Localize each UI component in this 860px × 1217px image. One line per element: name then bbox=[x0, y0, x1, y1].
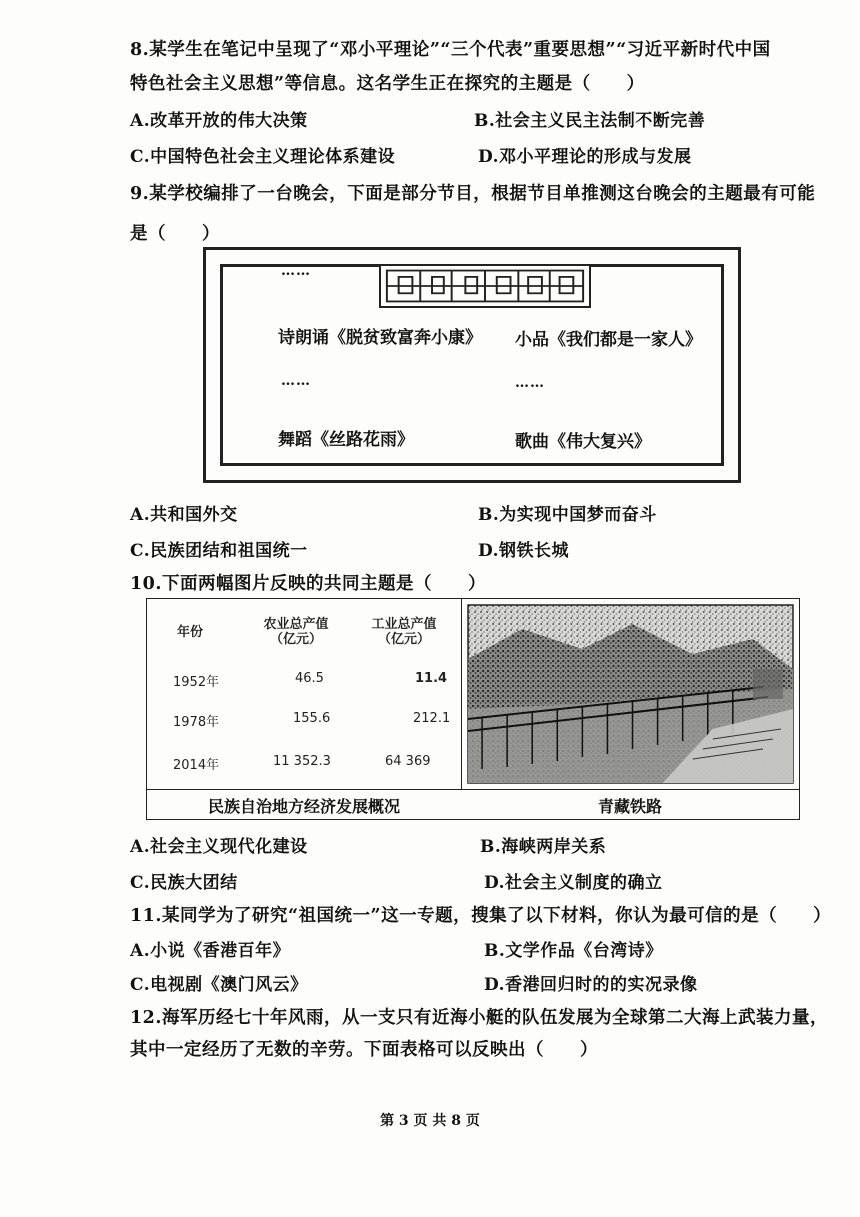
program-dance: 舞蹈《丝路花雨》 bbox=[278, 430, 414, 450]
q10-option-a: A.社会主义现代化建设 bbox=[130, 837, 308, 857]
economy-table bbox=[147, 599, 462, 789]
table-header-industry-line2: （亿元） bbox=[377, 632, 430, 647]
q8-option-b: B.社会主义民主法制不断完善 bbox=[474, 111, 706, 131]
q9-option-a: A.共和国外交 bbox=[130, 505, 238, 525]
table-header-agri bbox=[251, 617, 341, 647]
q9-option-d: D.钢铁长城 bbox=[478, 541, 570, 561]
q9-option-b: B.为实现中国梦而奋斗 bbox=[478, 505, 657, 525]
page-number-footer: 第 3 页 共 8 页 bbox=[380, 1113, 480, 1129]
qinghai-tibet-railway-photo bbox=[462, 599, 799, 789]
q9-stem-line1: 9.某学校编排了一台晚会，下面是部分节目，根据节目单推测这台晚会的主题最有可能 bbox=[130, 184, 816, 204]
q11-option-a: A.小说《香港百年》 bbox=[130, 941, 291, 961]
q10-option-d: D.社会主义制度的确立 bbox=[484, 873, 663, 893]
table-header-agri-line1: 农业总产值 bbox=[263, 617, 329, 632]
table-header-industry-line1: 工业总产值 bbox=[371, 617, 437, 632]
q8-option-c: C.中国特色社会主义理论体系建设 bbox=[130, 147, 396, 167]
q12-stem-line2: 其中一定经历了无数的辛劳。下面表格可以反映出（ ） bbox=[130, 1040, 598, 1060]
q11-option-b: B.文学作品《台湾诗》 bbox=[484, 941, 663, 961]
q10-option-c: C.民族大团结 bbox=[130, 873, 238, 893]
q8-stem-line1: 8.某学生在笔记中呈现了“邓小平理论”“三个代表”重要思想”“习近平新时代中国 bbox=[130, 40, 771, 60]
q10-figure-box bbox=[146, 598, 800, 820]
q9-stem-line2: 是（ ） bbox=[130, 224, 220, 244]
program-ellipsis-left: …… bbox=[281, 373, 311, 389]
program-list-frame bbox=[203, 247, 741, 483]
q11-option-d: D.香港回归时的的实况录像 bbox=[484, 975, 698, 995]
table-cell-industry-1952: 11.4 bbox=[415, 671, 448, 686]
program-song: 歌曲《伟大复兴》 bbox=[515, 432, 651, 452]
program-list-inner-border bbox=[220, 264, 724, 466]
q8-option-d: D.邓小平理论的形成与发展 bbox=[478, 147, 692, 167]
railway-photo-drawing bbox=[462, 599, 799, 789]
lattice-ornament bbox=[379, 264, 591, 308]
q11-stem: 11.某同学为了研究“祖国统一”这一专题，搜集了以下材料，你认为最可信的是（ ） bbox=[130, 906, 832, 926]
program-ellipsis-right: …… bbox=[515, 375, 545, 391]
table-cell-agri-1978: 155.6 bbox=[293, 711, 331, 726]
q12-stem-line1: 12.海军历经七十年风雨，从一支只有近海小艇的队伍发展为全球第二大海上武装力量， bbox=[130, 1008, 828, 1028]
program-ellipsis-top: …… bbox=[281, 263, 311, 279]
q11-option-c: C.电视剧《澳门风云》 bbox=[130, 975, 308, 995]
q10-stem: 10.下面两幅图片反映的共同主题是（ ） bbox=[130, 574, 486, 594]
program-poetry-recital: 诗朗诵《脱贫致富奔小康》 bbox=[278, 328, 482, 348]
table-cell-industry-2014: 64 369 bbox=[385, 754, 431, 769]
q8-option-a: A.改革开放的伟大决策 bbox=[130, 111, 308, 131]
figure-caption-row bbox=[147, 789, 799, 820]
right-figure-caption: 青藏铁路 bbox=[597, 797, 662, 816]
table-header-industry bbox=[359, 617, 449, 647]
table-header-year: 年份 bbox=[177, 625, 204, 640]
table-cell-year-2014: 2014年 bbox=[173, 758, 220, 773]
q9-option-c: C.民族团结和祖国统一 bbox=[130, 541, 308, 561]
table-cell-agri-1952: 46.5 bbox=[295, 671, 324, 686]
table-cell-year-1952: 1952年 bbox=[173, 675, 220, 690]
program-skit: 小品《我们都是一家人》 bbox=[515, 330, 702, 350]
table-cell-industry-1978: 212.1 bbox=[413, 711, 451, 726]
table-header-agri-line2: （亿元） bbox=[269, 632, 322, 647]
table-cell-agri-2014: 11 352.3 bbox=[273, 754, 331, 769]
q8-stem-line2: 特色社会主义思想”等信息。这名学生正在探究的主题是（ ） bbox=[130, 74, 645, 94]
table-cell-year-1978: 1978年 bbox=[173, 715, 220, 730]
q10-option-b: B.海峡两岸关系 bbox=[480, 837, 607, 857]
left-figure-caption: 民族自治地方经济发展概况 bbox=[207, 797, 400, 816]
